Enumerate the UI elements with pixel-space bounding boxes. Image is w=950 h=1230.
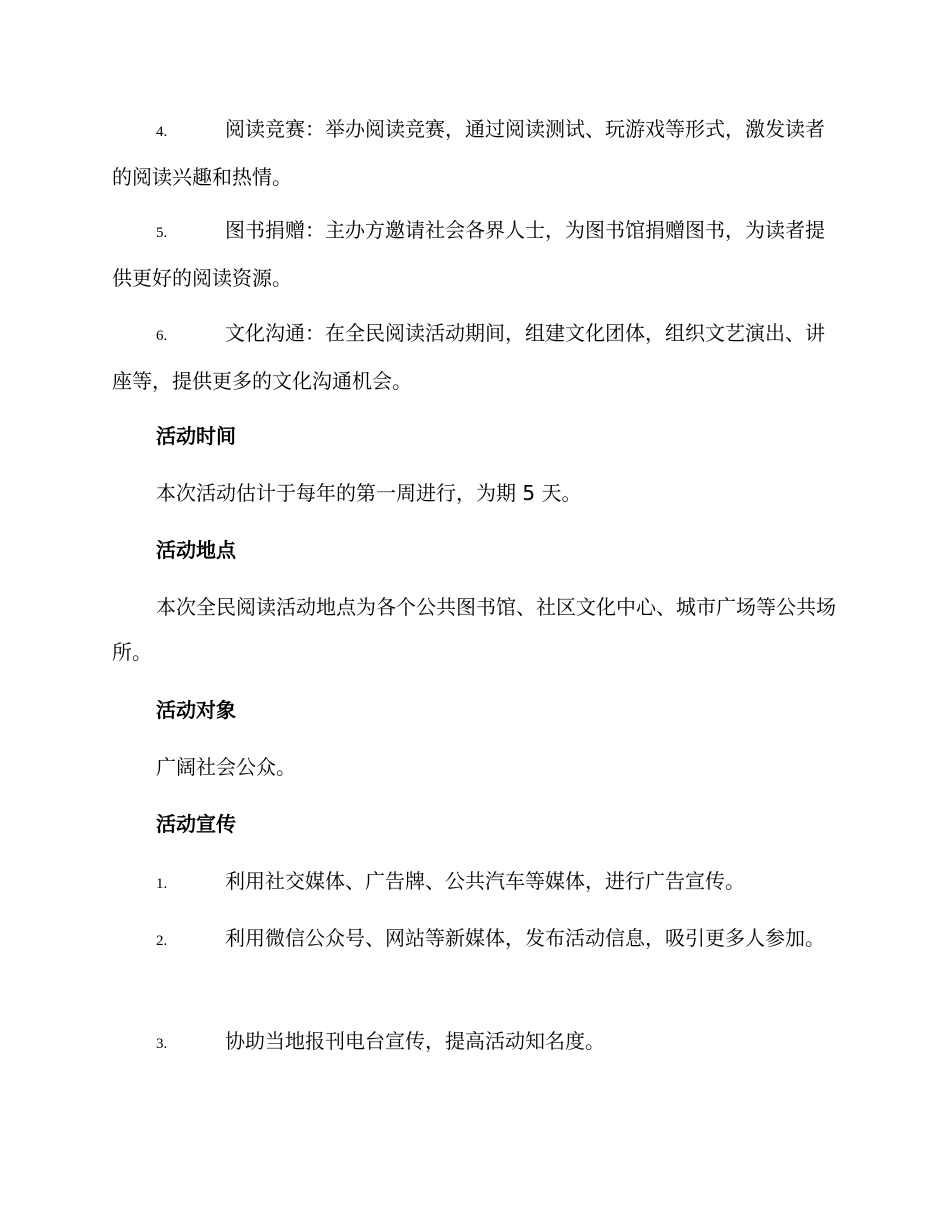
list-text: 利用微信公众号、网站等新媒体，发布活动信息，吸引更多人参加。 (225, 926, 825, 950)
list-number: 6. (156, 328, 168, 344)
list-number: 4. (156, 124, 168, 140)
section-heading-audience: 活动对象 (156, 698, 236, 722)
list-number: 3. (156, 1036, 168, 1052)
list-text: 利用社交媒体、广告牌、公共汽车等媒体，进行广告宣传。 (225, 869, 745, 893)
list-item-5 (112, 208, 837, 301)
section-body-audience: 广阔社会公众。 (156, 755, 296, 779)
list-text: 文化沟通：在全民阅读活动期间，组建文化团体，组织文艺演出、讲座等，提供更多的文化沟通机会。 (112, 321, 825, 393)
list-number: 1. (156, 876, 168, 892)
section-heading-place: 活动地点 (156, 538, 236, 562)
list-text: 图书捐赠：主办方邀请社会各界人士，为图书馆捐赠图书，为读者提供更好的阅读资源。 (112, 218, 825, 290)
section-body-time: 本次活动估计于每年的第一周进行，为期 5 天。 (156, 481, 582, 505)
promo-item-1 (112, 859, 837, 907)
section-heading-promo: 活动宣传 (156, 812, 236, 836)
promo-item-2 (112, 916, 837, 964)
list-number: 2. (156, 933, 168, 949)
list-text: 协助当地报刊电台宣传，提高活动知名度。 (225, 1029, 605, 1053)
list-item-4 (112, 107, 837, 200)
promo-item-3 (112, 1019, 837, 1067)
list-item-6 (112, 311, 837, 404)
section-heading-time: 活动时间 (156, 424, 236, 448)
list-number: 5. (156, 225, 168, 241)
section-body-place: 本次全民阅读活动地点为各个公共图书馆、社区文化中心、城市广场等公共场所。 (112, 595, 836, 664)
list-text: 阅读竞赛：举办阅读竞赛，通过阅读测试、玩游戏等形式，激发读者的阅读兴趣和热情。 (112, 117, 825, 189)
